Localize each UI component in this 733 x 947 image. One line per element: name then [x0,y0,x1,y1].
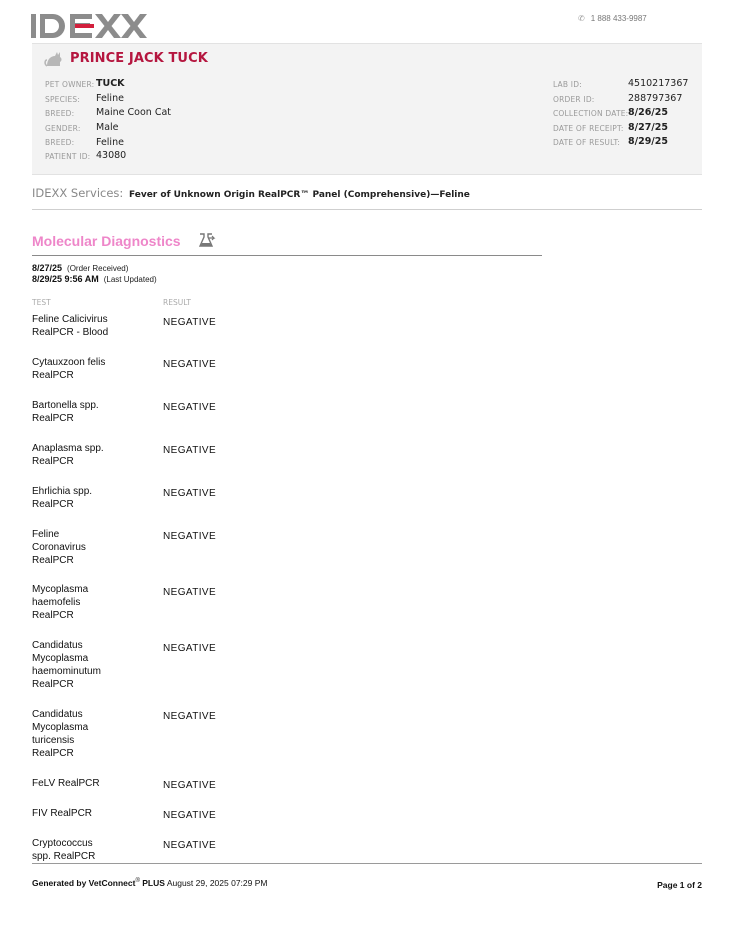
footer-divider [32,863,702,864]
divider [32,209,702,210]
test-name: Anaplasma spp. RealPCR [32,443,104,467]
idexx-logo [31,13,151,39]
order-id-label: ORDER ID: [553,95,595,104]
services-label: IDEXX Services: [32,186,124,200]
test-result: NEGATIVE [163,810,217,821]
breed-value-2: Feline [96,137,124,148]
species-label: SPECIES: [45,95,81,104]
receipt-date-label: DATE OF RECEIPT: [553,124,624,133]
gender-value: Male [96,122,119,133]
section-title: Molecular Diagnostics [32,233,181,249]
last-updated-row [32,274,157,284]
phone-text: 1 888 433-9987 [590,14,647,23]
test-name: Feline Calicivirus RealPCR - Blood [32,314,109,338]
collection-date-label: COLLECTION DATE: [553,109,629,118]
test-name: Mycoplasma haemofelis RealPCR [32,584,89,621]
gender-label: GENDER: [45,124,81,133]
test-result: NEGATIVE [163,643,217,654]
updated-note: (Last Updated) [103,275,157,284]
lab-id-value: 4510217367 [628,78,689,89]
registered-mark: ® [135,878,140,885]
test-tube-icon [198,232,216,248]
test-name: Feline Coronavirus RealPCR [32,529,86,566]
test-result: NEGATIVE [163,402,217,413]
test-name: Cryptococcus spp. RealPCR [32,838,96,862]
test-result: NEGATIVE [163,445,217,456]
received-date: 8/27/25 [32,263,63,273]
page-number: Page 1 of 2 [657,880,702,890]
received-note: (Order Received) [67,264,129,273]
species-value: Feline [96,93,124,104]
idexx-services [32,186,470,200]
phone-icon: ✆ [578,14,585,23]
vetconnect-plus: PLUS [142,878,165,888]
test-result: NEGATIVE [163,711,217,722]
patient-id-value: 43080 [96,150,127,161]
test-name: Ehrlichia spp. RealPCR [32,486,93,510]
test-result: NEGATIVE [163,531,217,542]
column-header-test: TEST [32,298,51,307]
collection-date-value: 8/26/25 [628,107,668,118]
pet-owner-value: TUCK [96,78,125,89]
test-result: NEGATIVE [163,587,217,598]
result-date-label: DATE OF RESULT: [553,138,621,147]
receipt-date-value: 8/27/25 [628,122,668,133]
patient-id-label: PATIENT ID: [45,152,91,161]
test-result: NEGATIVE [163,488,217,499]
order-id-value: 288797367 [628,93,683,104]
column-header-result: RESULT [163,298,191,307]
test-result: NEGATIVE [163,317,217,328]
services-name: Fever of Unknown Origin RealPCR™ Panel (Comprehensive)—Feline [128,190,470,200]
generated-timestamp: August 29, 2025 07:29 PM [166,878,268,888]
updated-date: 8/29/25 9:56 AM [32,274,99,284]
breed-label-2: BREED: [45,138,75,147]
cat-icon [44,49,66,67]
pet-owner-label: PET OWNER: [45,80,95,89]
lab-id-label: LAB ID: [553,80,582,89]
patient-name: PRINCE JACK TUCK [70,51,208,66]
test-name: Candidatus Mycoplasma turicensis RealPCR [32,709,89,759]
result-date-value: 8/29/25 [628,136,668,147]
test-result: NEGATIVE [163,780,217,791]
order-received-row [32,263,128,273]
breed-label: BREED: [45,109,75,118]
test-result: NEGATIVE [163,840,217,851]
test-name: Candidatus Mycoplasma haemominutum RealPCR [32,640,101,690]
test-name: Cytauxzoon felis RealPCR [32,357,106,381]
test-name: FIV RealPCR [32,808,93,819]
generated-by: Generated by VetConnect [32,878,136,888]
breed-value: Maine Coon Cat [96,107,172,118]
test-name: FeLV RealPCR [32,778,100,789]
test-name: Bartonella spp. RealPCR [32,400,99,424]
footer-generated [32,878,267,888]
section-divider [32,255,542,256]
phone-number [578,14,647,23]
test-result: NEGATIVE [163,359,217,370]
